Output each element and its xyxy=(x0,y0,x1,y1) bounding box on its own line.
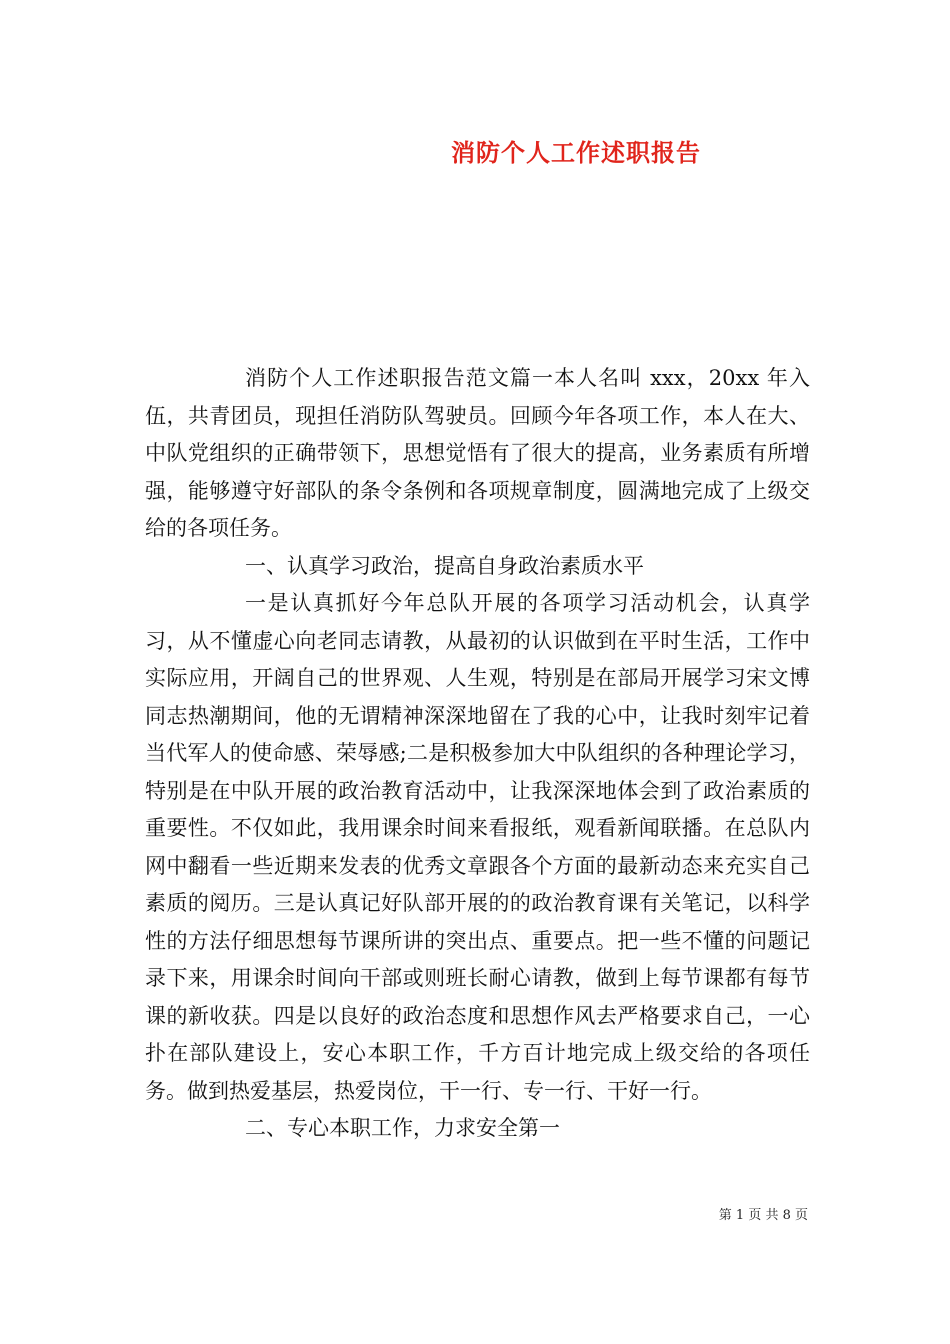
paragraph-section-1: 一是认真抓好今年总队开展的各项学习活动机会，认真学习，从不懂虚心向老同志请教，从最初的认识做到在平时生活，工作中实际应用，开阔自己的世界观、人生观，特别是在部局开展学习宋文博同志热潮期间，他的无谓精神深深地留在了我的心中，让我时刻牢记着当代军人的使命感、荣辱感;二是积极参加大中队组织的各种理论学习，特别是在中队开展的政治教育活动中，让我深深地体会到了政治素质的重要性。不仅如此，我用课余时间来看报纸，观看新闻联播。在总队内网中翻看一些近期来发表的优秀文章跟各个方面的最新动态来充实自己素质的阅历。三是认真记好队部开展的的政治教育课有关笔记，以科学性的方法仔细思想每节课所讲的突出点、重要点。把一些不懂的问题记录下来，用课余时间向干部或则班长耐心请教，做到上每节课都有每节课的新收获。四是以良好的政治态度和思想作风去严格要求自己，一心扑在部队建设上，安心本职工作，千方百计地完成上级交给的各项任务。做到热爱基层，热爱岗位，干一行、专一行、干好一行。 xyxy=(145,591,810,1103)
document-title: 消防个人工作述职报告 xyxy=(451,138,701,167)
document-body xyxy=(145,360,810,1148)
section-heading-1: 一、认真学习政治，提高自身政治素质水平 xyxy=(245,553,644,578)
paragraph-intro: 消防个人工作述职报告范文篇一本人名叫 xxx，20xx 年入伍，共青团员，现担任消防队驾驶员。回顾今年各项工作，本人在大、中队党组织的正确带领下，思想觉悟有了很大的提高，业务素质有所增强，能够遵守好部队的条令条例和各项规章制度，圆满地完成了上级交给的各项任务。 xyxy=(145,366,810,540)
section-heading-2: 二、专心本职工作，力求安全第一 xyxy=(245,1116,560,1140)
page-number-footer: 第 1 页 共 8 页 xyxy=(718,1208,808,1223)
